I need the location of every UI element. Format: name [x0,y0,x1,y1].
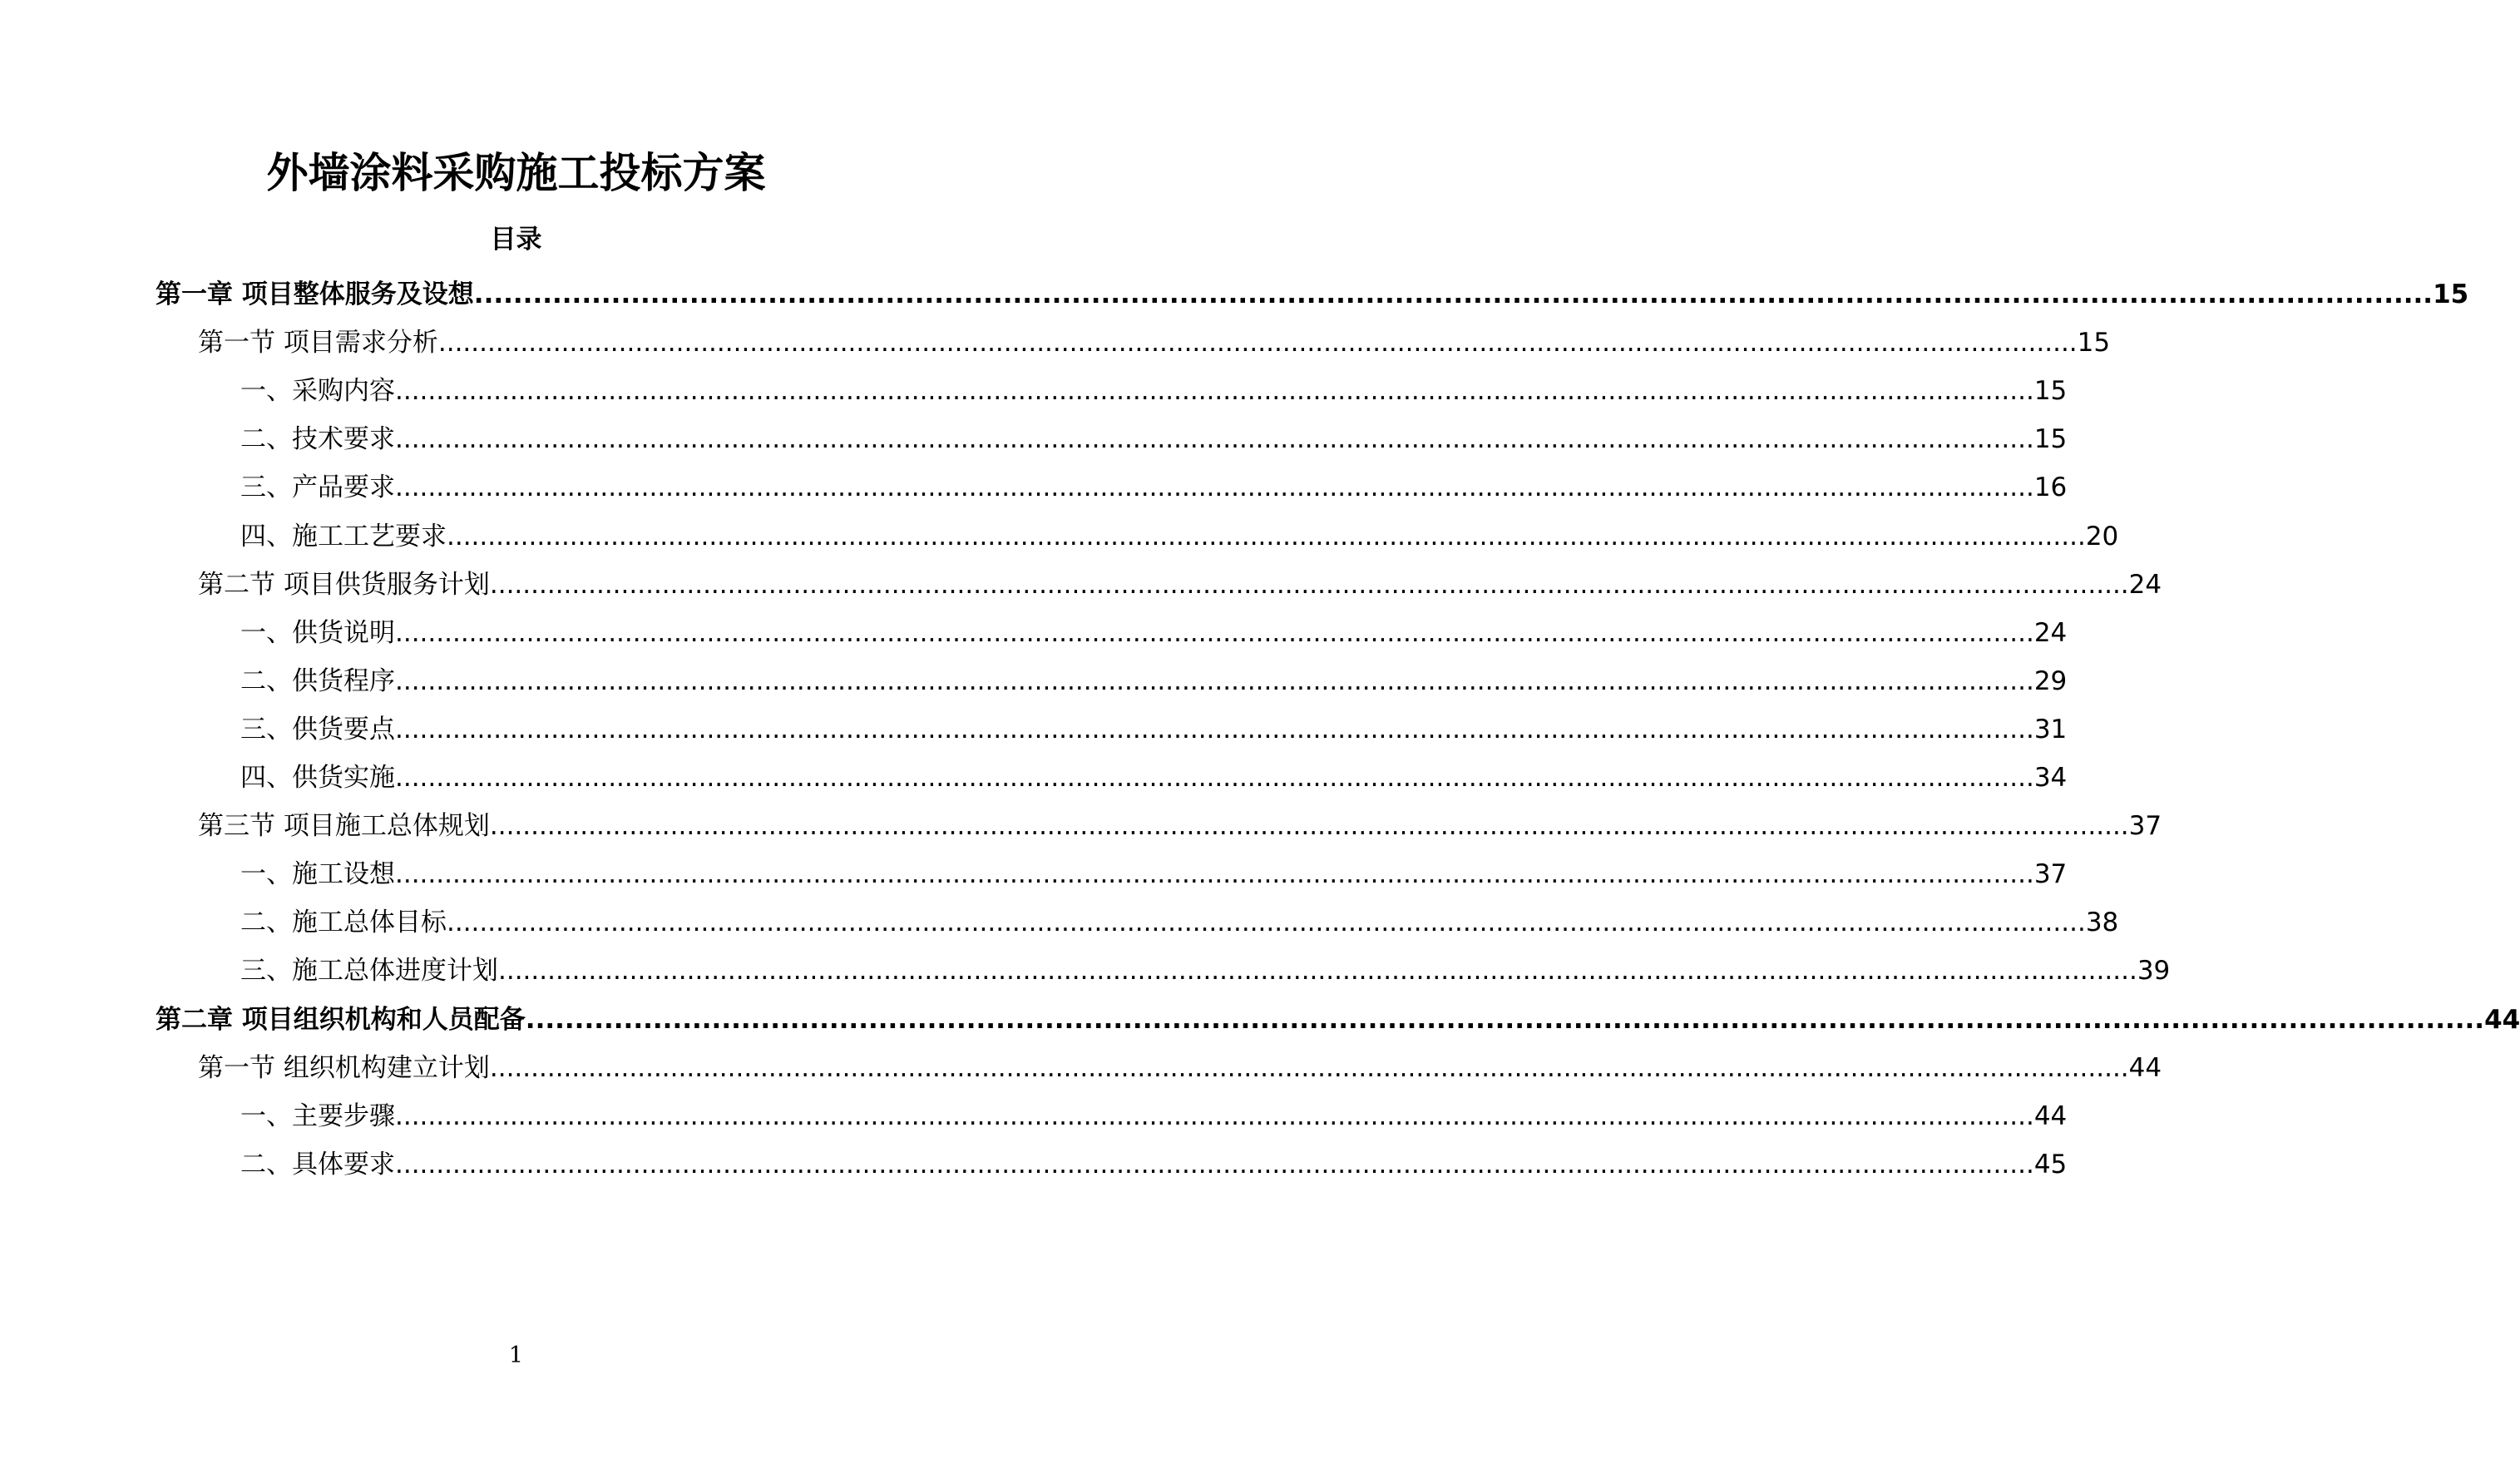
toc-entry[interactable] [240,611,2068,655]
toc-dot-leader: ........................................................................................................................................................................................................ [395,1100,2034,1131]
toc-dot-leader: ........................................................................................................................................................................................................ [473,279,2434,309]
toc-entry-page: 31 [2033,714,2068,744]
toc-entry-page: 29 [2033,665,2068,696]
toc-entry-label: 二、施工总体目标 [240,908,447,938]
toc-entry-page: 44 [2484,1004,2520,1035]
toc-entry-page: 34 [2033,763,2068,793]
toc-entry-label: 第一节 项目需求分析 [198,328,438,359]
toc-entry-page: 39 [2137,956,2171,987]
toc-entry[interactable] [240,756,2068,799]
toc-entry-label: 三、供货要点 [240,714,395,744]
toc-entry[interactable] [240,901,2119,944]
toc-dot-leader: ........................................................................................................................................................................................................ [395,665,2034,696]
toc-entry-label: 三、施工总体进度计划 [240,956,498,987]
toc-entry-label: 四、供货实施 [240,763,395,793]
page-number: 1 [508,1343,524,1368]
toc-dot-leader: ........................................................................................................................................................................................................ [489,1052,2129,1083]
toc-entry-label: 一、供货说明 [240,617,395,648]
toc-dot-leader: ........................................................................................................................................................................................................ [447,521,2086,551]
toc-entry-label: 三、产品要求 [240,472,395,503]
toc-entry-page: 15 [2433,279,2469,309]
toc-entry[interactable] [156,998,2520,1041]
toc-entry-page: 15 [2033,424,2068,455]
toc-entry-page: 44 [2128,1052,2162,1083]
toc-dot-leader: ........................................................................................................................................................................................................ [395,376,2034,407]
document-title: 外墙涂料采购施工投标方案 [266,149,766,197]
toc-entry-label: 一、采购内容 [240,376,395,407]
toc-entry[interactable] [240,1095,2068,1138]
toc-entry-label: 第三节 项目施工总体规划 [198,811,490,842]
toc-entry[interactable] [198,1046,2162,1090]
toc-dot-leader: ........................................................................................................................................................................................................ [395,714,2034,744]
toc-entry-label: 第一节 组织机构建立计划 [198,1052,490,1083]
toc-dot-leader: ........................................................................................................................................................................................................ [525,1004,2485,1035]
toc-dot-leader: ........................................................................................................................................................................................................ [395,617,2034,648]
toc-entry-page: 44 [2033,1100,2068,1131]
toc-entry-page: 37 [2128,811,2162,842]
toc-entry-page: 20 [2085,521,2119,551]
toc-entry[interactable] [198,804,2162,848]
toc-entry-label: 一、施工设想 [240,859,395,890]
toc-entry-page: 24 [2033,617,2068,648]
toc-entry-page: 37 [2033,859,2068,890]
toc-entry[interactable] [240,466,2068,509]
toc-entry[interactable] [240,660,2068,703]
toc-entry-page: 15 [2077,328,2111,359]
toc-entry[interactable] [240,949,2171,992]
toc-dot-leader: ........................................................................................................................................................................................................ [447,908,2086,938]
toc-entry[interactable] [240,515,2119,558]
toc-entry-page: 15 [2033,376,2068,407]
toc-heading: 目录 [490,225,542,255]
toc-dot-leader: ........................................................................................................................................................................................................ [395,1149,2034,1180]
toc-entry-label: 一、主要步骤 [240,1100,395,1131]
toc-entry-label: 二、供货程序 [240,665,395,696]
toc-entry-label: 第二章 项目组织机构和人员配备 [156,1004,526,1035]
toc-entry[interactable] [240,369,2068,413]
toc-entry-page: 38 [2085,908,2119,938]
toc-entry[interactable] [240,853,2068,896]
toc-entry[interactable] [240,418,2068,461]
toc-entry-label: 二、技术要求 [240,424,395,455]
toc-dot-leader: ........................................................................................................................................................................................................ [498,956,2137,987]
toc-entry-label: 第二节 项目供货服务计划 [198,569,490,600]
toc-dot-leader: ........................................................................................................................................................................................................ [395,424,2034,455]
toc-entry[interactable] [198,321,2111,364]
toc-dot-leader: ........................................................................................................................................................................................................ [395,472,2034,503]
toc-entry-label: 二、具体要求 [240,1149,395,1180]
toc-dot-leader: ........................................................................................................................................................................................................ [395,859,2034,890]
toc-entry-page: 45 [2033,1149,2068,1180]
toc-dot-leader: ........................................................................................................................................................................................................ [437,328,2078,359]
toc-dot-leader: ........................................................................................................................................................................................................ [489,811,2129,842]
toc-entry[interactable] [240,708,2068,751]
toc-entry-page: 16 [2033,472,2068,503]
toc-dot-leader: ........................................................................................................................................................................................................ [489,569,2129,600]
toc-dot-leader: ........................................................................................................................................................................................................ [395,763,2034,793]
toc-entry[interactable] [156,273,2469,316]
toc-entry[interactable] [240,1143,2068,1186]
toc-entry-page: 24 [2128,569,2162,600]
toc-entry-label: 四、施工工艺要求 [240,521,447,551]
toc-entry-label: 第一章 项目整体服务及设想 [156,279,474,309]
toc-entry[interactable] [198,563,2162,606]
